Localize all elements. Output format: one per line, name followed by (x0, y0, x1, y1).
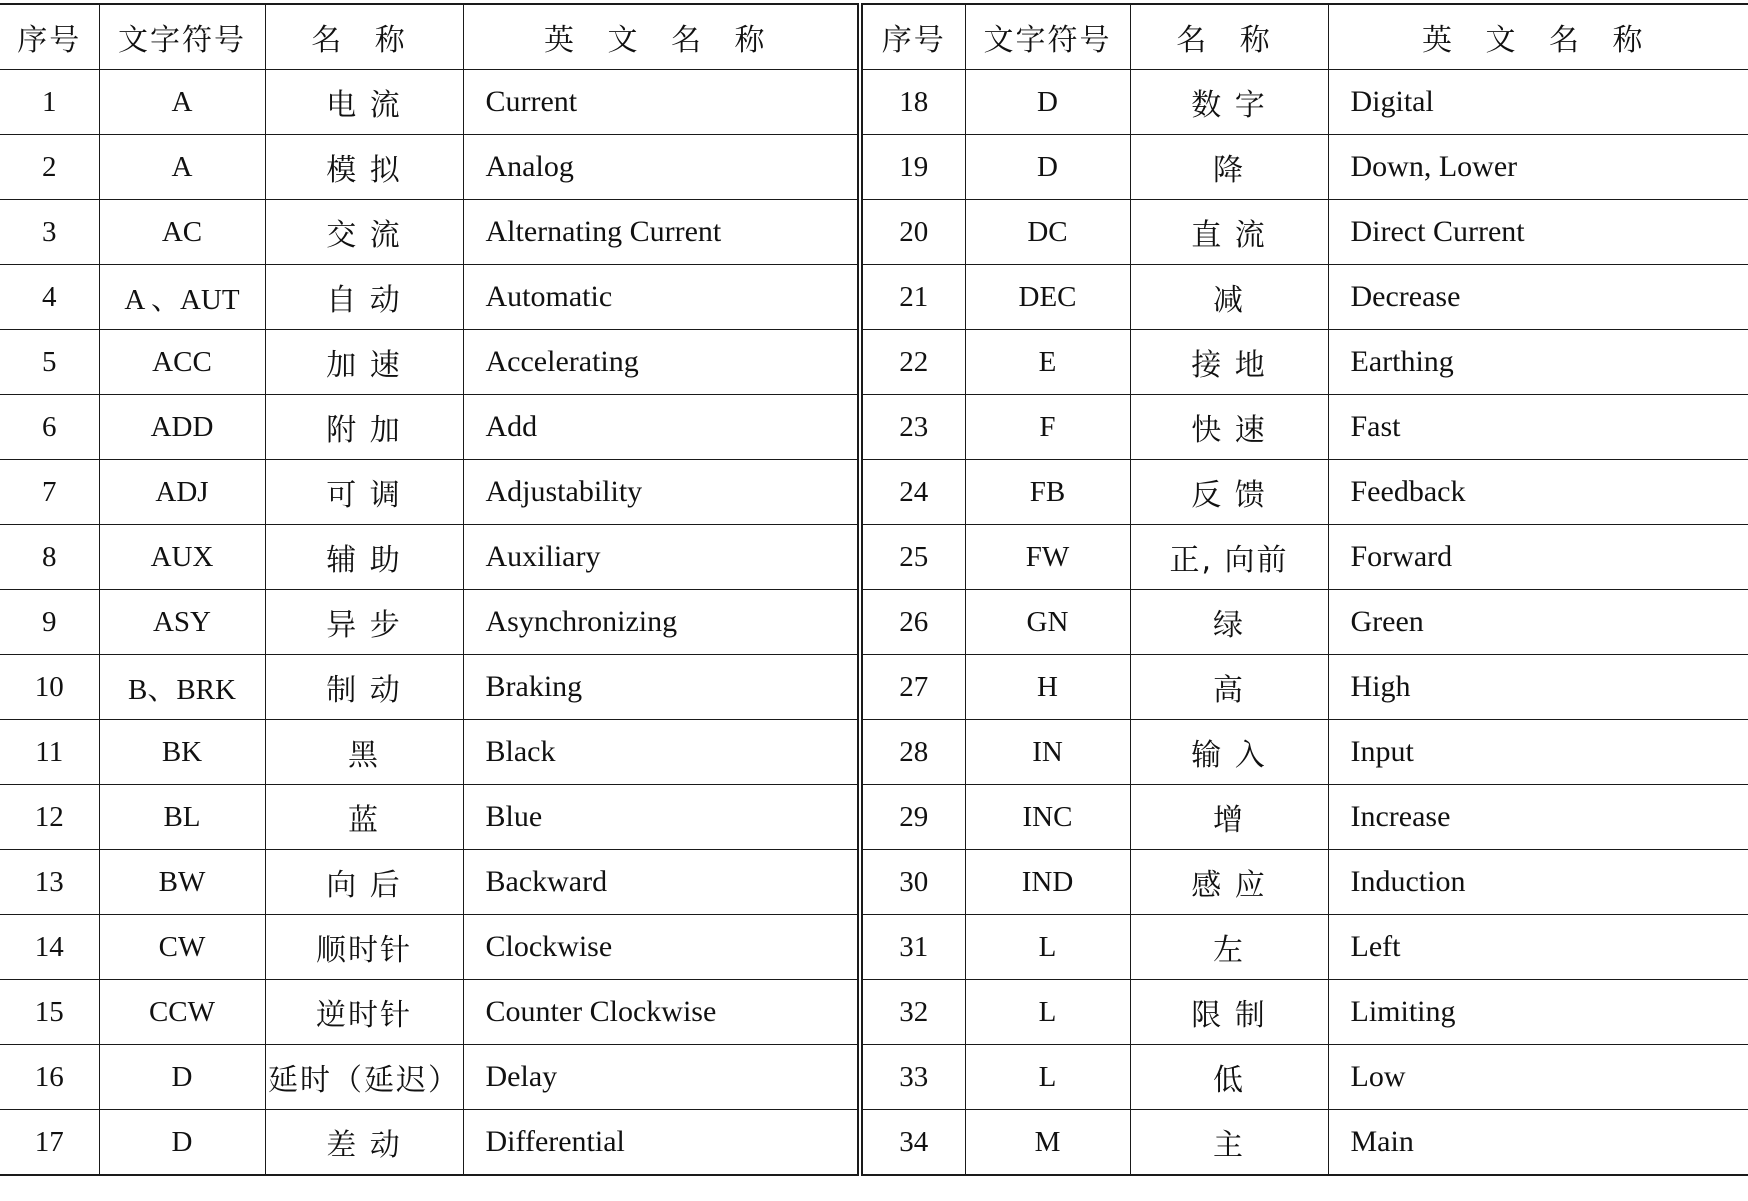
table-row (0, 135, 1748, 200)
cell-index-right: 21 (860, 265, 965, 330)
cell-index-right: 34 (860, 1110, 965, 1176)
table-row (0, 1110, 1748, 1176)
cell-symbol-left: A 、AUT (99, 265, 265, 330)
cell-index-right: 31 (860, 915, 965, 980)
cell-name-right: 低 (1130, 1045, 1328, 1110)
cell-english-left: Braking (463, 655, 860, 720)
cell-name-left: 制 动 (265, 655, 463, 720)
cell-english-right: Increase (1328, 785, 1748, 850)
cell-english-right: High (1328, 655, 1748, 720)
table-row (0, 330, 1748, 395)
table-row (0, 200, 1748, 265)
cell-english-right: Left (1328, 915, 1748, 980)
cell-symbol-right: L (965, 980, 1130, 1045)
cell-english-left: Asynchronizing (463, 590, 860, 655)
cell-symbol-left: CW (99, 915, 265, 980)
cell-index-right: 28 (860, 720, 965, 785)
cell-english-right: Digital (1328, 70, 1748, 135)
cell-name-right: 快 速 (1130, 395, 1328, 460)
cell-index-right: 27 (860, 655, 965, 720)
cell-name-left: 顺时针 (265, 915, 463, 980)
cell-symbol-right: INC (965, 785, 1130, 850)
cell-index-right: 30 (860, 850, 965, 915)
cell-symbol-left: ADJ (99, 460, 265, 525)
cell-index-left: 14 (0, 915, 99, 980)
cell-symbol-right: D (965, 70, 1130, 135)
cell-name-left: 自 动 (265, 265, 463, 330)
cell-name-left: 附 加 (265, 395, 463, 460)
cell-english-right: Low (1328, 1045, 1748, 1110)
cell-english-right: Forward (1328, 525, 1748, 590)
cell-symbol-right: L (965, 1045, 1130, 1110)
header-english-right: 英 文 名 称 (1328, 4, 1748, 70)
header-index-left: 序号 (0, 4, 99, 70)
cell-english-right: Input (1328, 720, 1748, 785)
cell-english-left: Clockwise (463, 915, 860, 980)
cell-name-right: 绿 (1130, 590, 1328, 655)
cell-index-left: 16 (0, 1045, 99, 1110)
table-row (0, 655, 1748, 720)
cell-name-right: 反 馈 (1130, 460, 1328, 525)
cell-english-left: Auxiliary (463, 525, 860, 590)
cell-english-left: Adjustability (463, 460, 860, 525)
cell-name-left: 延时（延迟） (265, 1045, 463, 1110)
cell-symbol-left: AC (99, 200, 265, 265)
cell-name-right: 输 入 (1130, 720, 1328, 785)
cell-symbol-left: BK (99, 720, 265, 785)
cell-symbol-left: CCW (99, 980, 265, 1045)
cell-index-left: 17 (0, 1110, 99, 1176)
cell-symbol-left: D (99, 1045, 265, 1110)
cell-name-left: 异 步 (265, 590, 463, 655)
cell-index-right: 19 (860, 135, 965, 200)
cell-english-right: Direct Current (1328, 200, 1748, 265)
cell-name-left: 加 速 (265, 330, 463, 395)
cell-symbol-left: BW (99, 850, 265, 915)
cell-english-right: Down, Lower (1328, 135, 1748, 200)
cell-english-left: Alternating Current (463, 200, 860, 265)
cell-index-right: 25 (860, 525, 965, 590)
cell-name-right: 左 (1130, 915, 1328, 980)
cell-symbol-right: F (965, 395, 1130, 460)
table-row (0, 70, 1748, 135)
cell-english-left: Current (463, 70, 860, 135)
table-row (0, 785, 1748, 850)
table-row (0, 265, 1748, 330)
cell-symbol-right: D (965, 135, 1130, 200)
cell-index-right: 22 (860, 330, 965, 395)
table-row (0, 720, 1748, 785)
cell-symbol-left: ACC (99, 330, 265, 395)
cell-index-left: 11 (0, 720, 99, 785)
cell-index-right: 32 (860, 980, 965, 1045)
cell-index-left: 13 (0, 850, 99, 915)
cell-symbol-right: GN (965, 590, 1130, 655)
cell-index-left: 2 (0, 135, 99, 200)
cell-index-right: 29 (860, 785, 965, 850)
cell-index-right: 24 (860, 460, 965, 525)
cell-name-right: 正, 向前 (1130, 525, 1328, 590)
cell-name-left: 模 拟 (265, 135, 463, 200)
table-header-row (0, 4, 1748, 70)
cell-name-left: 蓝 (265, 785, 463, 850)
cell-name-left: 逆时针 (265, 980, 463, 1045)
cell-symbol-right: IN (965, 720, 1130, 785)
cell-symbol-left: A (99, 70, 265, 135)
header-index-right: 序号 (860, 4, 965, 70)
cell-english-left: Automatic (463, 265, 860, 330)
cell-index-left: 12 (0, 785, 99, 850)
table-row (0, 590, 1748, 655)
cell-symbol-left: ADD (99, 395, 265, 460)
cell-symbol-right: DC (965, 200, 1130, 265)
cell-index-left: 15 (0, 980, 99, 1045)
cell-symbol-left: B、BRK (99, 655, 265, 720)
cell-name-left: 交 流 (265, 200, 463, 265)
cell-symbol-right: M (965, 1110, 1130, 1176)
cell-symbol-right: FB (965, 460, 1130, 525)
table-row (0, 460, 1748, 525)
cell-index-left: 3 (0, 200, 99, 265)
cell-index-left: 1 (0, 70, 99, 135)
cell-name-right: 限 制 (1130, 980, 1328, 1045)
cell-index-left: 6 (0, 395, 99, 460)
cell-english-left: Analog (463, 135, 860, 200)
cell-english-left: Black (463, 720, 860, 785)
header-symbol-left: 文字符号 (99, 4, 265, 70)
table-row (0, 395, 1748, 460)
cell-english-left: Backward (463, 850, 860, 915)
cell-name-right: 减 (1130, 265, 1328, 330)
cell-english-left: Differential (463, 1110, 860, 1176)
cell-english-left: Add (463, 395, 860, 460)
cell-symbol-right: IND (965, 850, 1130, 915)
table-row (0, 915, 1748, 980)
cell-name-left: 可 调 (265, 460, 463, 525)
cell-english-left: Delay (463, 1045, 860, 1110)
cell-symbol-right: E (965, 330, 1130, 395)
cell-name-left: 黑 (265, 720, 463, 785)
cell-symbol-right: DEC (965, 265, 1130, 330)
cell-english-right: Green (1328, 590, 1748, 655)
table-row (0, 850, 1748, 915)
cell-name-left: 电 流 (265, 70, 463, 135)
cell-english-right: Decrease (1328, 265, 1748, 330)
cell-name-right: 直 流 (1130, 200, 1328, 265)
cell-name-right: 增 (1130, 785, 1328, 850)
symbol-table-sheet (0, 3, 1748, 1201)
table-row (0, 980, 1748, 1045)
cell-index-left: 10 (0, 655, 99, 720)
cell-english-left: Blue (463, 785, 860, 850)
cell-index-right: 23 (860, 395, 965, 460)
cell-index-right: 20 (860, 200, 965, 265)
cell-english-left: Accelerating (463, 330, 860, 395)
header-name-left: 名 称 (265, 4, 463, 70)
header-english-left: 英 文 名 称 (463, 4, 860, 70)
cell-index-left: 5 (0, 330, 99, 395)
table-row (0, 1045, 1748, 1110)
cell-symbol-right: FW (965, 525, 1130, 590)
cell-name-right: 高 (1130, 655, 1328, 720)
cell-symbol-left: BL (99, 785, 265, 850)
cell-name-left: 向 后 (265, 850, 463, 915)
cell-english-right: Feedback (1328, 460, 1748, 525)
cell-name-left: 差 动 (265, 1110, 463, 1176)
cell-english-right: Main (1328, 1110, 1748, 1176)
cell-name-left: 辅 助 (265, 525, 463, 590)
cell-symbol-left: D (99, 1110, 265, 1176)
cell-english-left: Counter Clockwise (463, 980, 860, 1045)
cell-name-right: 主 (1130, 1110, 1328, 1176)
cell-index-left: 8 (0, 525, 99, 590)
header-symbol-right: 文字符号 (965, 4, 1130, 70)
cell-index-right: 18 (860, 70, 965, 135)
cell-name-right: 降 (1130, 135, 1328, 200)
cell-index-right: 33 (860, 1045, 965, 1110)
cell-symbol-left: AUX (99, 525, 265, 590)
cell-name-right: 数 字 (1130, 70, 1328, 135)
table-row (0, 525, 1748, 590)
cell-symbol-right: L (965, 915, 1130, 980)
cell-symbol-left: ASY (99, 590, 265, 655)
cell-english-right: Earthing (1328, 330, 1748, 395)
cell-name-right: 接 地 (1130, 330, 1328, 395)
cell-symbol-left: A (99, 135, 265, 200)
header-name-right: 名 称 (1130, 4, 1328, 70)
cell-symbol-right: H (965, 655, 1130, 720)
cell-index-left: 4 (0, 265, 99, 330)
cell-index-right: 26 (860, 590, 965, 655)
cell-index-left: 7 (0, 460, 99, 525)
cell-name-right: 感 应 (1130, 850, 1328, 915)
cell-english-right: Induction (1328, 850, 1748, 915)
cell-index-left: 9 (0, 590, 99, 655)
cell-english-right: Limiting (1328, 980, 1748, 1045)
symbol-table (0, 3, 1748, 1176)
cell-english-right: Fast (1328, 395, 1748, 460)
